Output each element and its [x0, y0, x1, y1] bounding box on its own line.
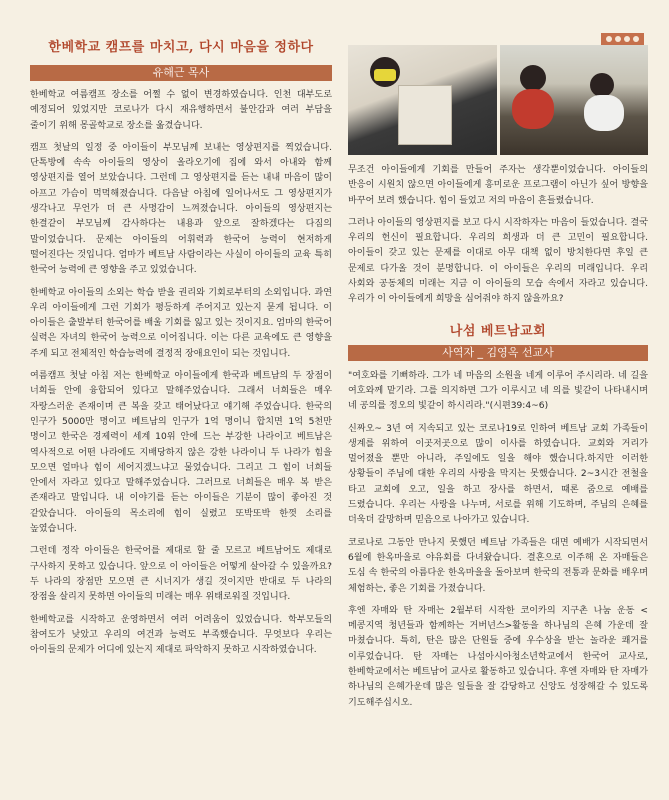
- paragraph: 여름캠프 첫날 아침 저는 한베학교 아이들에게 한국과 베트남의 두 장점이 너희들 안에 융합되어 있다고 말해주었습니다. 그래서 너희들은 매우 자랑스러운 존재이며 큰 복을 갖고 태어났다고 얘기해 주었습니다. 한국의 인구가 5000만 명이고 베트남의 인구가 1억 명이니 합치면 1억 5천만 명이고 한국은 경제력이 세계 10위 안에 드는 부강한 나라이고 베트남은 역사적으로 어떤 나라에도 지배당하지 않은 강한 나라이니 두 나라가 힘을 모으면 얼마나 힘이 세어지겠느냐고 물었습니다. 그리고 그 힘이 너희들 안에서 자라고 있다고 말해주었습니다. 그러므로 너희들은 매우 복 받은 존재라고 말입니다. 내 이야기를 듣는 아이들은 기분이 많이 좋아진 것 같았습니다. 아이들의 목소리에 힘이 실렸고 또박또박 한껏 소리를 높였습니다.: [30, 371, 332, 535]
- article-heading: 한베학교 캠프를 마치고, 다시 마음을 정하다: [48, 40, 314, 55]
- tote-bag: [398, 85, 452, 145]
- camp-photo-class: [500, 45, 649, 155]
- paragraph: 후엔 자매와 탄 자매는 2월부터 시작한 코이카의 지구촌 나눔 운동 <메콩지역 청년들과 함께하는 거버넌스>활동을 하나님의 은혜 가운데 잘 마쳤습니다. 특히, 탄은 많은 단원들 중에 우수상을 받는 놀라운 쾌거를 이루었습니다. 탄 자매는 나섬아시아청소년학교에서 한국어 교사로, 한베학교에서는 베트남어 교사로 활동하고 있습니다. 후엔 자매와 탄 자매가 하나님의 은혜가운데 많은 일들을 잘 감당하고 신앙도 성장해갈 수 있도록 기도해주십시오.: [348, 605, 648, 708]
- child-figure: [584, 95, 624, 131]
- left-column: [30, 0, 332, 658]
- paragraph: 코로나로 그동안 만나지 못했던 베트남 가족들은 대면 예배가 시작되면서 6월에 한옥마을로 야유회를 다녀왔습니다. 결혼으로 이주해 온 자매들은 도심 속 한국의 아름다운 한옥마을을 돌아보며 한국의 전통과 문화를 배우며 체험하는, 좋은 기회를 가졌습니다.: [348, 537, 648, 594]
- paragraph: 한베학교를 시작하고 운영하면서 여러 어려움이 있었습니다. 학부모들의 참여도가 낮았고 우리의 여건과 능력도 부족했습니다. 무엇보다 우리는 아이들의 문제가 어디에 있는지 제대로 파악하지 못하고 시작하였습니다.: [30, 614, 332, 656]
- paragraph: 한베학교 아이들의 소외는 학습 받을 권리와 기회로부터의 소외입니다. 과연 우리 아이들에게 그런 기회가 평등하게 주어지고 있는지 묻게 됩니다. 이 아이들은 출발부터 한국어를 배울 기회를 잃고 있는 것이지요. 엄마의 한국어 실력은 자녀의 한국어 능력으로 이어집니다. 이는 다른 교육에도 큰 영향을 주게 되고 전체적인 학습능력에 결정적 장애요인이 되는 것입니다.: [30, 287, 332, 359]
- paragraph: 캠프 첫날의 일정 중 아이들이 부모님께 보내는 영상편지를 찍었습니다. 단톡방에 속속 아이들의 영상이 올라오기에 집에 와서 아내와 함께 영상편지를 열어 보았습니다. 그런데 그 영상편지를 듣는 내내 마음이 많이 아프고 가슴이 먹먹해졌습니다. 다음날 아침에 일어나서도 그 영상편지가 생각나고 무언가 더 큰 사명감이 느껴졌습니다. 아이들의 영상편지는 한결같이 부모님께 감사하다는 내용과 앞으로 잘하겠다는 다짐의 말이었습니다. 문제는 아이들의 어휘력과 한국어 능력이 현저하게 떨어진다는 것입니다. 엄마가 베트남 사람이라는 사실이 아이들의 교육 특히 한국어 능력에 큰 영향을 주고 있었습니다.: [30, 142, 332, 276]
- mask-icon: [374, 69, 396, 81]
- paragraph: 무조건 아이들에게 기회를 만들어 주자는 생각뿐이었습니다. 아이들의 반응이 시원치 않으면 아이들에게 흥미로운 프로그램이 아닌가 싶어 방향을 바꾸어 보려 했습니다. 힘이 들었고 저의 마음이 흔들렸습니다.: [348, 165, 648, 206]
- child-figure: [590, 73, 614, 97]
- paragraph: 그런데 정작 아이들은 한국어를 제대로 할 줄 모르고 베트남어도 제대로 구사하지 못하고 있습니다. 앞으로 이 아이들은 어떻게 살아갈 수 있을까요? 두 나라의 장점만 모으면 큰 시너지가 생길 것이지만 반대로 두 나라의 장점을 살리지 못하면 아이들의 미래는 매우 위태로워질 것입니다.: [30, 546, 332, 603]
- article-heading: 나섬 베트남교회: [449, 323, 547, 339]
- photo-strip: [348, 45, 648, 155]
- paragraph: 그러나 아이들의 영상편지를 보고 다시 시작하자는 마음이 들었습니다. 결국 우리의 헌신이 필요합니다. 우리의 희생과 더 큰 고민이 필요합니다. 아이들이 갖고 있는 문제를 이대로 아무 대책 없이 방치한다면 후일 큰 문제로 다가올 것이 분명합니다. 이 아이들은 우리의 미래입니다. 우리 사회와 공동체의 미래는 지금 이 아이들의 모습 속에서 자라고 있습니다. 우리가 이 아이들에게 희망을 심어줘야 하지 않을까요?: [348, 217, 648, 305]
- paragraph: 한베학교 여름캠프 장소를 어쩔 수 없이 변경하였습니다. 인천 대부도로 예정되어 있었지만 코로나가 다시 재유행하면서 불안감과 여러 부담을 줄이기 위해 몽골학교로 장소를 옮겼습니다.: [30, 90, 332, 131]
- author-bar: 유해근 목사: [30, 65, 332, 81]
- camp-photo-bag: [348, 45, 497, 155]
- paragraph: 신짜오~ 3년 여 지속되고 있는 코로나19로 인하여 베트남 교회 가족들이 생계를 위하여 이곳저곳으로 많이 이사를 하였습니다. 교회와 거리가 멀어졌을 뿐만 아니라, 주일에도 일을 해야 했습니다.하지만 이러한 상황들이 주님에 대한 우리의 사랑을 막지는 못했습니다. 2~3시간 전철을 타고 교회에 오고, 일을 하고 장사를 하면서, 때론 줌으로 예배를 드렸습니다. 우리는 사랑을 나누며, 서로를 위해 기도하며, 주님의 은혜를 더욱더 갈망하며 믿음으로 나아가고 있습니다.: [348, 423, 648, 526]
- child-figure: [520, 65, 546, 91]
- child-figure: [512, 89, 554, 129]
- right-column: [348, 0, 648, 711]
- scripture-quote: "여호와를 기뻐하라. 그가 네 마음의 소원을 네게 이루어 주시리라. 네 길을 여호와께 맡기라. 그를 의지하면 그가 이루시고 네 의를 빛같이 나타내시며 네 공의를 정오의 빛같이 하시리라."(시편39:4~6): [348, 370, 648, 412]
- decorative-dots: [601, 33, 644, 45]
- author-bar: 사역자 _ 김영옥 선교사: [348, 345, 648, 361]
